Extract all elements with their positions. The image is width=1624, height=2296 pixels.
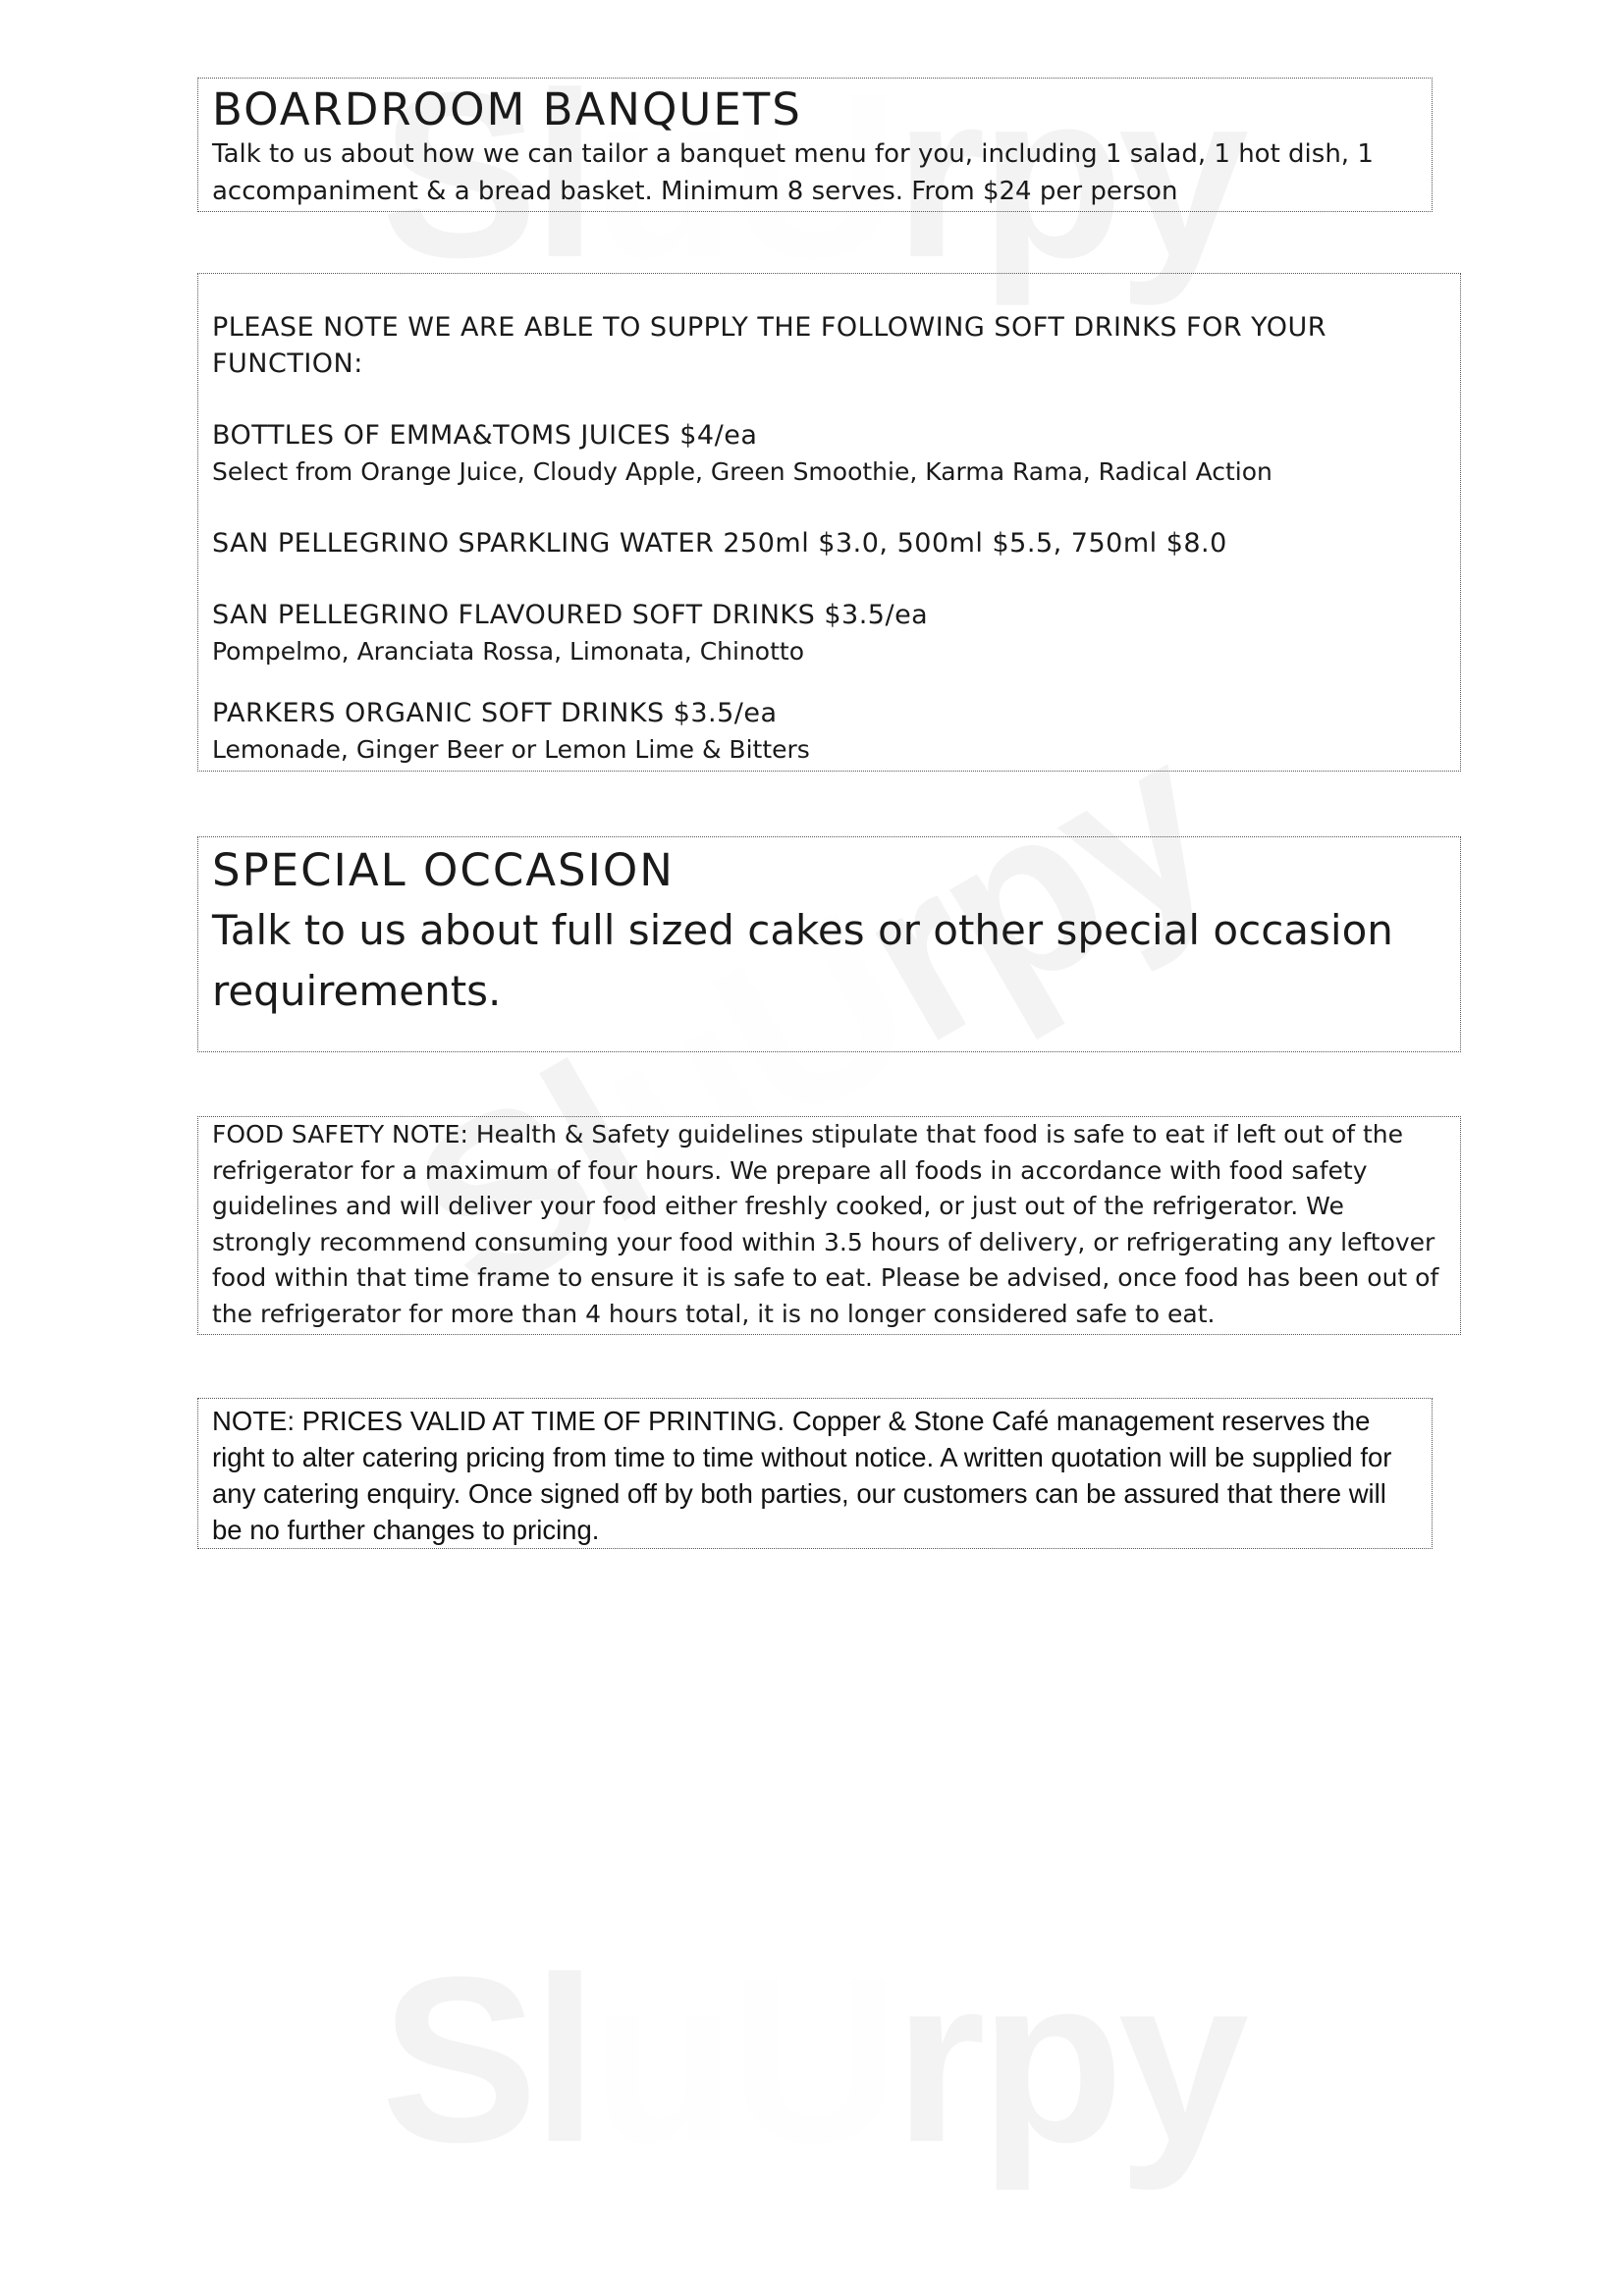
- special-occasion-description: Talk to us about full sized cakes or other special occasion requirements.: [212, 905, 1393, 1015]
- drink-item-detail: Lemonade, Ginger Beer or Lemon Lime & Bitters: [212, 735, 810, 764]
- drink-item-heading: PARKERS ORGANIC SOFT DRINKS $3.5/ea: [212, 698, 778, 728]
- pricing-note-box: [197, 1398, 1433, 1549]
- drink-item-flavoured-soft-drinks: [212, 597, 1446, 669]
- soft-drinks-intro: PLEASE NOTE WE ARE ABLE TO SUPPLY THE FOLLOWING SOFT DRINKS FOR YOUR FUNCTION:: [212, 312, 1326, 379]
- boardroom-banquets-title: BOARDROOM BANQUETS: [212, 83, 802, 135]
- drink-item-detail: Select from Orange Juice, Cloudy Apple, Green Smoothie, Karma Rama, Radical Action: [212, 457, 1272, 486]
- soft-drinks-box: [197, 273, 1461, 772]
- pricing-note: NOTE: PRICES VALID AT TIME OF PRINTING. Copper & Stone Café management reserves the right to alter catering pricing from time to time without notice. A written quotation will be supplied for any catering enquiry. Once signed off by both parties, our customers can be assured that there will be no further changes to pricing.: [212, 1406, 1392, 1545]
- drink-item-heading: BOTTLES OF EMMA&TOMS JUICES $4/ea: [212, 420, 758, 451]
- drink-item-sparkling-water: [212, 525, 1446, 561]
- drink-item-parkers-organic: [212, 695, 1446, 768]
- special-occasion-box: [197, 836, 1461, 1052]
- drink-item-heading: SAN PELLEGRINO FLAVOURED SOFT DRINKS $3.5/ea: [212, 600, 929, 630]
- food-safety-box: [197, 1116, 1461, 1335]
- food-safety-note: FOOD SAFETY NOTE: Health & Safety guidelines stipulate that food is safe to eat if left out of the refrigerator for a maximum of four hours. We prepare all foods in accordance with food safety guidelines and will deliver your food either freshly cooked, or just out of the refrigerator. We strongly recommend consuming your food within 3.5 hours of delivery, or refrigerating any leftover food within that time frame to ensure it is safe to eat. Please be advised, once food has been out of the refrigerator for more than 4 hours total, it is no longer considered safe to eat.: [212, 1120, 1439, 1328]
- boardroom-banquets-box: [197, 78, 1433, 212]
- drink-item-juices: [212, 417, 1446, 490]
- drink-item-heading: SAN PELLEGRINO SPARKLING WATER 250ml $3.0, 500ml $5.5, 750ml $8.0: [212, 528, 1227, 559]
- boardroom-banquets-description: Talk to us about how we can tailor a banquet menu for you, including 1 salad, 1 hot dish, 1 accompaniment & a bread basket. Minimum 8 serves. From $24 per person: [212, 138, 1374, 206]
- special-occasion-title: SPECIAL OCCASION: [212, 844, 675, 896]
- sluurpy-watermark-bottom: [0, 1924, 1624, 2195]
- drink-item-detail: Pompelmo, Aranciata Rossa, Limonata, Chinotto: [212, 637, 804, 666]
